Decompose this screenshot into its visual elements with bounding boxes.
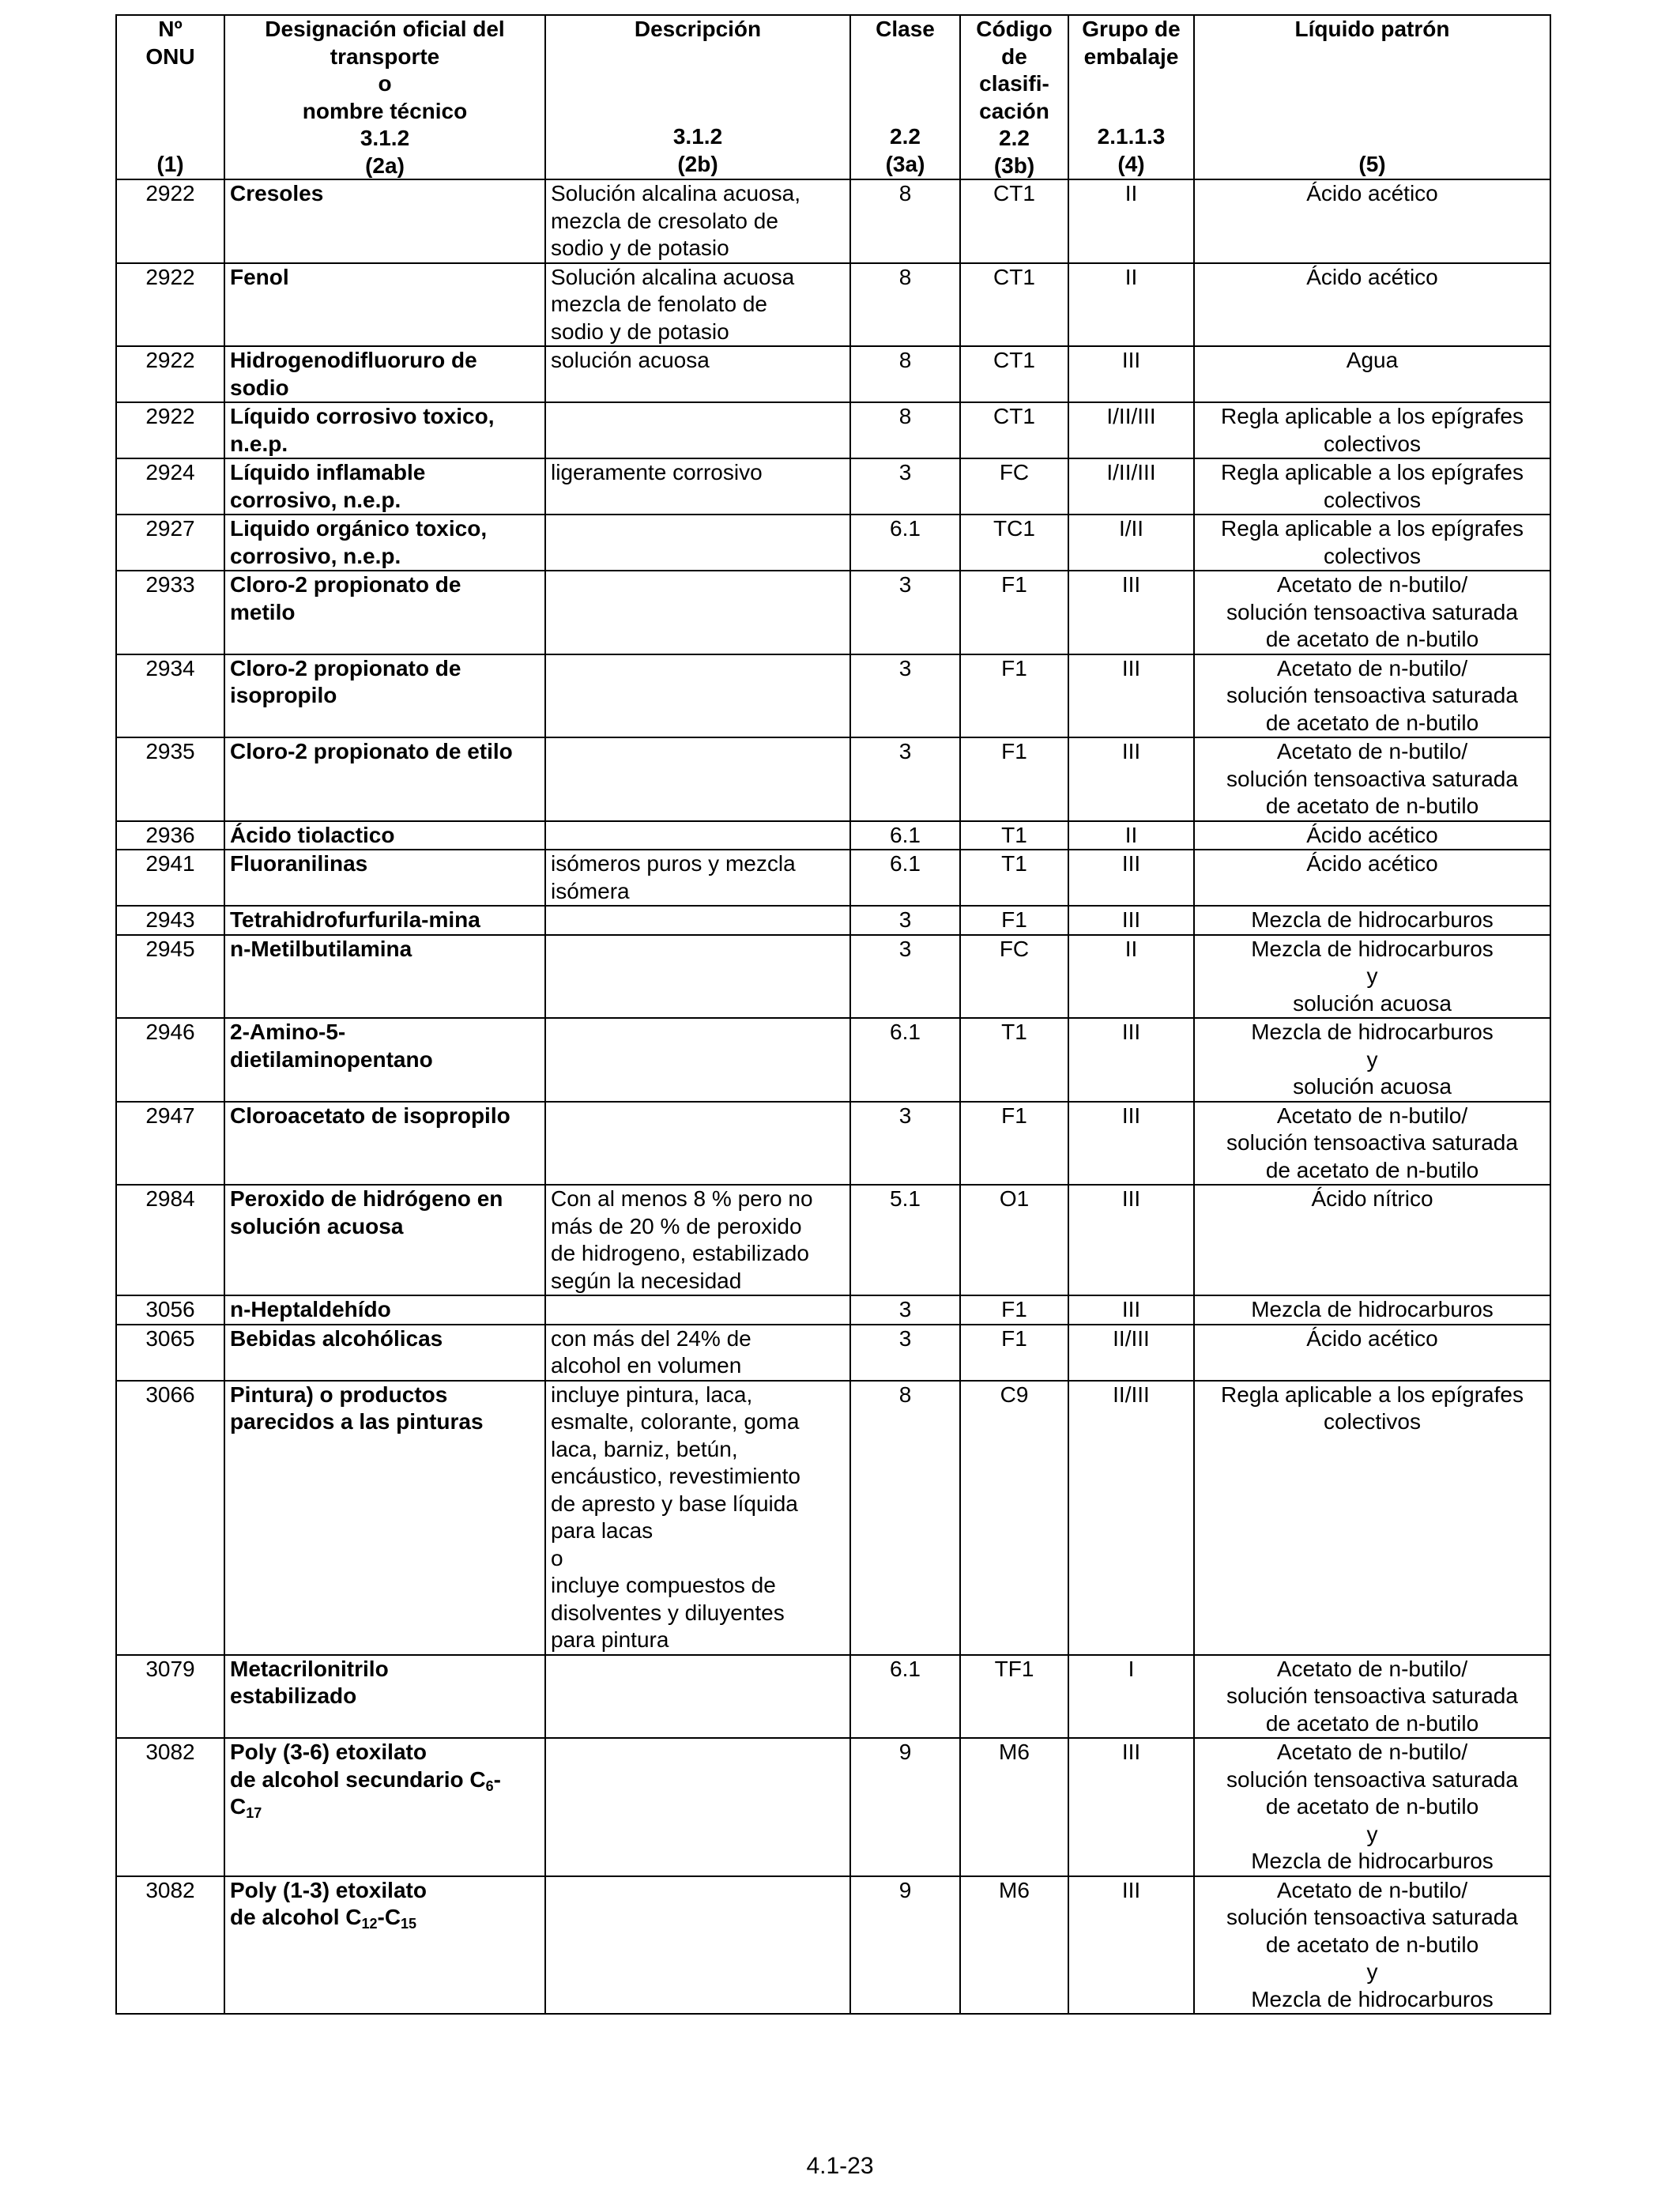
cell-packing-group: II/III <box>1068 1325 1194 1381</box>
header-standard-liquid: Líquido patrón (5) <box>1194 15 1550 179</box>
cell-classification-code: FC <box>960 458 1068 515</box>
cell-packing-group: III <box>1068 1018 1194 1102</box>
cell-packing-group: III <box>1068 1876 1194 2015</box>
cell-classification-code: F1 <box>960 654 1068 738</box>
cell-class: 3 <box>850 1295 960 1325</box>
cell-official-designation: Cresoles <box>224 179 545 263</box>
cell-description <box>545 654 850 738</box>
cell-official-designation: Cloro-2 propionato de etilo <box>224 737 545 821</box>
cell-un-number: 3082 <box>116 1738 224 1876</box>
cell-official-designation: Líquido corrosivo toxico, n.e.p. <box>224 402 545 458</box>
cell-standard-liquid: Mezcla de hidrocarburos <box>1194 906 1550 935</box>
cell-standard-liquid: Agua <box>1194 346 1550 402</box>
cell-un-number: 2922 <box>116 346 224 402</box>
cell-packing-group: III <box>1068 654 1194 738</box>
cell-description <box>545 1655 850 1739</box>
cell-classification-code: F1 <box>960 571 1068 654</box>
cell-official-designation: Pintura) o productos parecidos a las pinturas <box>224 1381 545 1655</box>
cell-description: Solución alcalina acuosa, mezcla de cresolato de sodio y de potasio <box>545 179 850 263</box>
designation-subscript: 6 <box>485 1777 494 1794</box>
table-row <box>116 1295 1550 1325</box>
table-row <box>116 906 1550 935</box>
cell-classification-code: TC1 <box>960 515 1068 571</box>
cell-official-designation: Metacrilonitrilo estabilizado <box>224 1655 545 1739</box>
cell-official-designation: Hidrogenodifluoruro de sodio <box>224 346 545 402</box>
cell-official-designation: Bebidas alcohólicas <box>224 1325 545 1381</box>
cell-standard-liquid: Mezcla de hidrocarburos <box>1194 1295 1550 1325</box>
cell-packing-group: II <box>1068 263 1194 347</box>
cell-standard-liquid: Acetato de n-butilo/ solución tensoactiva saturada de acetato de n-butilo <box>1194 1102 1550 1186</box>
designation-text: -C <box>377 1905 401 1929</box>
table-row <box>116 346 1550 402</box>
cell-packing-group: III <box>1068 571 1194 654</box>
cell-classification-code: F1 <box>960 1295 1068 1325</box>
cell-standard-liquid: Acetato de n-butilo/ solución tensoactiva saturada de acetato de n-butilo y Mezcla de hidrocarburos <box>1194 1738 1550 1876</box>
cell-official-designation: Fenol <box>224 263 545 347</box>
header-classification-code: Código de clasifi- cación 2.2 (3b) <box>960 15 1068 179</box>
table-row <box>116 1018 1550 1102</box>
cell-class: 3 <box>850 1325 960 1381</box>
cell-packing-group: III <box>1068 1102 1194 1186</box>
cell-description <box>545 1018 850 1102</box>
cell-un-number: 3079 <box>116 1655 224 1739</box>
cell-class: 8 <box>850 179 960 263</box>
cell-standard-liquid: Regla aplicable a los epígrafes colectivos <box>1194 515 1550 571</box>
cell-packing-group: III <box>1068 906 1194 935</box>
cell-official-designation <box>224 1738 545 1876</box>
cell-standard-liquid: Acetato de n-butilo/ solución tensoactiva saturada de acetato de n-butilo <box>1194 1655 1550 1739</box>
table-row <box>116 1655 1550 1739</box>
cell-un-number: 2933 <box>116 571 224 654</box>
cell-official-designation: Cloro-2 propionato de isopropilo <box>224 654 545 738</box>
cell-description: ligeramente corrosivo <box>545 458 850 515</box>
cell-official-designation: Peroxido de hidrógeno en solución acuosa <box>224 1185 545 1295</box>
cell-classification-code: F1 <box>960 906 1068 935</box>
cell-official-designation: Líquido inflamable corrosivo, n.e.p. <box>224 458 545 515</box>
cell-class: 3 <box>850 935 960 1019</box>
cell-standard-liquid: Acetato de n-butilo/ solución tensoactiva saturada de acetato de n-butilo <box>1194 654 1550 738</box>
cell-packing-group: II/III <box>1068 1381 1194 1655</box>
cell-class: 6.1 <box>850 821 960 850</box>
dangerous-goods-table <box>115 14 1551 2015</box>
cell-un-number: 2922 <box>116 263 224 347</box>
cell-standard-liquid: Regla aplicable a los epígrafes colectivos <box>1194 458 1550 515</box>
cell-class: 5.1 <box>850 1185 960 1295</box>
cell-classification-code: M6 <box>960 1876 1068 2015</box>
header-packing-group: Grupo de embalaje 2.1.1.3 (4) <box>1068 15 1194 179</box>
cell-description: con más del 24% de alcohol en volumen <box>545 1325 850 1381</box>
cell-classification-code: M6 <box>960 1738 1068 1876</box>
cell-classification-code: CT1 <box>960 346 1068 402</box>
cell-standard-liquid: Mezcla de hidrocarburos y solución acuosa <box>1194 1018 1550 1102</box>
cell-class: 8 <box>850 1381 960 1655</box>
table-row <box>116 1325 1550 1381</box>
cell-standard-liquid: Regla aplicable a los epígrafes colectivos <box>1194 1381 1550 1655</box>
cell-un-number: 2922 <box>116 179 224 263</box>
table-header <box>116 15 1550 179</box>
header-description: Descripción 3.1.2 (2b) <box>545 15 850 179</box>
cell-description: solución acuosa <box>545 346 850 402</box>
page-number: 4.1-23 <box>806 2153 874 2179</box>
table-body <box>116 179 1550 2014</box>
cell-standard-liquid: Acetato de n-butilo/ solución tensoactiva saturada de acetato de n-butilo y Mezcla de hidrocarburos <box>1194 1876 1550 2015</box>
table-row <box>116 654 1550 738</box>
cell-official-designation: Liquido orgánico toxico, corrosivo, n.e.p. <box>224 515 545 571</box>
designation-subscript: 15 <box>401 1916 417 1932</box>
table-row <box>116 402 1550 458</box>
cell-packing-group: III <box>1068 346 1194 402</box>
cell-class: 3 <box>850 906 960 935</box>
cell-un-number: 3066 <box>116 1381 224 1655</box>
table-row <box>116 850 1550 906</box>
cell-standard-liquid: Ácido acético <box>1194 179 1550 263</box>
header-official-designation: Designación oficial del transporte o nombre técnico 3.1.2 (2a) <box>224 15 545 179</box>
cell-description <box>545 1102 850 1186</box>
cell-official-designation: n-Metilbutilamina <box>224 935 545 1019</box>
cell-description <box>545 1738 850 1876</box>
designation-text: de alcohol C <box>230 1905 362 1929</box>
cell-packing-group: I <box>1068 1655 1194 1739</box>
cell-un-number: 2945 <box>116 935 224 1019</box>
cell-description: isómeros puros y mezcla isómera <box>545 850 850 906</box>
cell-class: 6.1 <box>850 850 960 906</box>
cell-un-number: 3065 <box>116 1325 224 1381</box>
cell-classification-code: T1 <box>960 821 1068 850</box>
cell-class: 9 <box>850 1876 960 2015</box>
header-un-number: Nº ONU (1) <box>116 15 224 179</box>
table-row <box>116 458 1550 515</box>
designation-subscript: 12 <box>361 1916 378 1932</box>
cell-official-designation: Fluoranilinas <box>224 850 545 906</box>
cell-classification-code: FC <box>960 935 1068 1019</box>
designation-subscript: 17 <box>246 1805 262 1821</box>
cell-standard-liquid: Ácido acético <box>1194 850 1550 906</box>
cell-description <box>545 906 850 935</box>
designation-line: Poly (3-6) etoxilato <box>230 1740 427 1764</box>
cell-official-designation: Tetrahidrofurfurila-mina <box>224 906 545 935</box>
cell-standard-liquid: Ácido acético <box>1194 1325 1550 1381</box>
cell-packing-group: III <box>1068 1295 1194 1325</box>
cell-class: 3 <box>850 654 960 738</box>
cell-classification-code: F1 <box>960 737 1068 821</box>
cell-packing-group: III <box>1068 1185 1194 1295</box>
cell-classification-code: CT1 <box>960 179 1068 263</box>
cell-description <box>545 1295 850 1325</box>
cell-description <box>545 571 850 654</box>
cell-classification-code: T1 <box>960 850 1068 906</box>
cell-description: Con al menos 8 % pero no más de 20 % de peroxido de hidrogeno, estabilizado según la necesidad <box>545 1185 850 1295</box>
designation-line: Poly (1-3) etoxilato <box>230 1877 427 1902</box>
cell-description <box>545 935 850 1019</box>
table-row <box>116 571 1550 654</box>
cell-standard-liquid: Acetato de n-butilo/ solución tensoactiva saturada de acetato de n-butilo <box>1194 737 1550 821</box>
cell-un-number: 3056 <box>116 1295 224 1325</box>
header-row <box>116 15 1550 179</box>
cell-un-number: 2943 <box>116 906 224 935</box>
cell-official-designation: Ácido tiolactico <box>224 821 545 850</box>
cell-packing-group: I/II/III <box>1068 402 1194 458</box>
cell-packing-group: II <box>1068 821 1194 850</box>
table-row <box>116 1738 1550 1876</box>
cell-description <box>545 402 850 458</box>
cell-standard-liquid: Ácido acético <box>1194 821 1550 850</box>
cell-class: 3 <box>850 737 960 821</box>
cell-description <box>545 515 850 571</box>
cell-official-designation: n-Heptaldehído <box>224 1295 545 1325</box>
cell-un-number: 2946 <box>116 1018 224 1102</box>
cell-un-number: 2924 <box>116 458 224 515</box>
table-row <box>116 1876 1550 2015</box>
cell-packing-group: III <box>1068 850 1194 906</box>
cell-class: 8 <box>850 402 960 458</box>
cell-packing-group: I/II/III <box>1068 458 1194 515</box>
header-class: Clase 2.2 (3a) <box>850 15 960 179</box>
table-row <box>116 515 1550 571</box>
cell-class: 9 <box>850 1738 960 1876</box>
cell-official-designation: 2-Amino-5- dietilaminopentano <box>224 1018 545 1102</box>
table-row <box>116 1185 1550 1295</box>
cell-classification-code: T1 <box>960 1018 1068 1102</box>
cell-un-number: 2947 <box>116 1102 224 1186</box>
cell-packing-group: II <box>1068 935 1194 1019</box>
cell-un-number: 2984 <box>116 1185 224 1295</box>
cell-class: 3 <box>850 571 960 654</box>
cell-class: 3 <box>850 1102 960 1186</box>
cell-class: 8 <box>850 346 960 402</box>
table-row <box>116 1102 1550 1186</box>
cell-standard-liquid: Mezcla de hidrocarburos y solución acuosa <box>1194 935 1550 1019</box>
cell-description <box>545 821 850 850</box>
cell-class: 6.1 <box>850 1018 960 1102</box>
cell-classification-code: F1 <box>960 1325 1068 1381</box>
table-row <box>116 263 1550 347</box>
cell-standard-liquid: Ácido nítrico <box>1194 1185 1550 1295</box>
table-row <box>116 179 1550 263</box>
cell-description <box>545 737 850 821</box>
table-row <box>116 821 1550 850</box>
cell-classification-code: CT1 <box>960 402 1068 458</box>
cell-un-number: 2934 <box>116 654 224 738</box>
cell-official-designation: Cloro-2 propionato de metilo <box>224 571 545 654</box>
table-row <box>116 935 1550 1019</box>
cell-classification-code: O1 <box>960 1185 1068 1295</box>
cell-class: 3 <box>850 458 960 515</box>
table-row <box>116 737 1550 821</box>
designation-text: de alcohol secundario C <box>230 1766 486 1792</box>
designation-text: C <box>230 1794 247 1819</box>
cell-un-number: 2936 <box>116 821 224 850</box>
cell-classification-code: CT1 <box>960 263 1068 347</box>
cell-official-designation <box>224 1876 545 2015</box>
cell-standard-liquid: Ácido acético <box>1194 263 1550 347</box>
cell-un-number: 2922 <box>116 402 224 458</box>
cell-classification-code: F1 <box>960 1102 1068 1186</box>
cell-class: 6.1 <box>850 1655 960 1739</box>
cell-class: 6.1 <box>850 515 960 571</box>
cell-official-designation: Cloroacetato de isopropilo <box>224 1102 545 1186</box>
cell-packing-group: II <box>1068 179 1194 263</box>
cell-packing-group: III <box>1068 737 1194 821</box>
cell-un-number: 2941 <box>116 850 224 906</box>
cell-standard-liquid: Regla aplicable a los epígrafes colectivos <box>1194 402 1550 458</box>
cell-class: 8 <box>850 263 960 347</box>
designation-text: - <box>493 1766 501 1792</box>
cell-classification-code: C9 <box>960 1381 1068 1655</box>
table-row <box>116 1381 1550 1655</box>
cell-un-number: 2927 <box>116 515 224 571</box>
cell-description: Solución alcalina acuosa mezcla de fenolato de sodio y de potasio <box>545 263 850 347</box>
cell-un-number: 3082 <box>116 1876 224 2015</box>
cell-classification-code: TF1 <box>960 1655 1068 1739</box>
cell-description <box>545 1876 850 2015</box>
cell-description: incluye pintura, laca, esmalte, colorante, goma laca, barniz, betún, encáustico, revestimiento de apresto y base líquida para lacas o incluye compuestos de disolventes y diluyentes para pintura <box>545 1381 850 1655</box>
cell-un-number: 2935 <box>116 737 224 821</box>
cell-packing-group: I/II <box>1068 515 1194 571</box>
cell-standard-liquid: Acetato de n-butilo/ solución tensoactiva saturada de acetato de n-butilo <box>1194 571 1550 654</box>
cell-packing-group: III <box>1068 1738 1194 1876</box>
